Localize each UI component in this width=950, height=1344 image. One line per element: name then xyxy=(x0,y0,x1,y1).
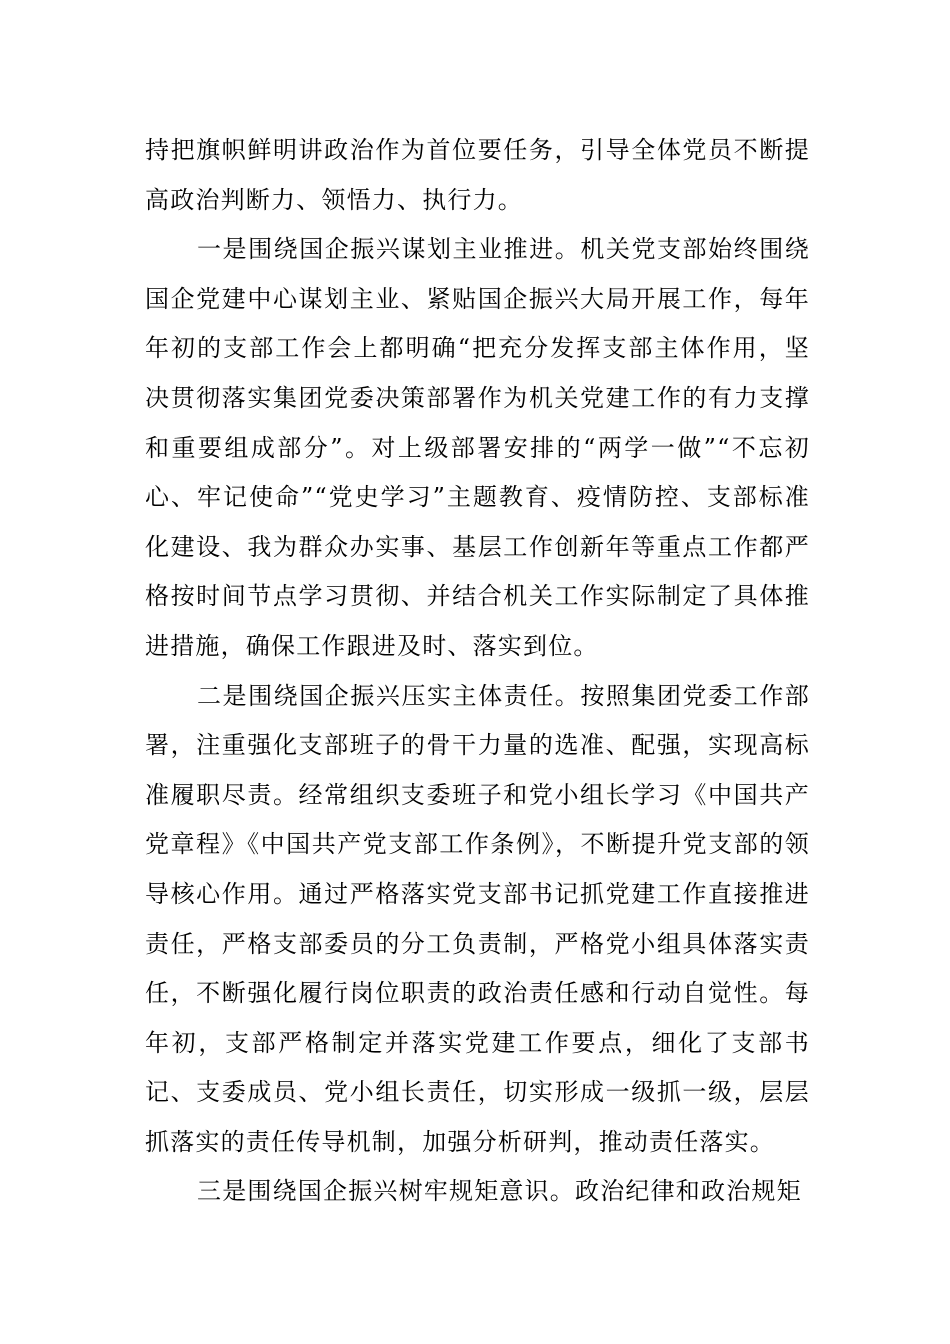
paragraph-section-one: 一是围绕国企振兴谋划主业推进。机关党支部始终围绕国企党建中心谋划主业、紧贴国企振兴大局开展工作，每年年初的支部工作会上都明确“把充分发挥支部主体作用，坚决贯彻落实集团党委决策部署作为机关党建工作的有力支撑和重要组成部分”。对上级部署安排的“两学一做”“不忘初心、牢记使命”“党史学习”主题教育、疫情防控、支部标准化建设、我为群众办实事、基层工作创新年等重点工作都严格按时间节点学习贯彻、并结合机关工作实际制定了具体推进措施，确保工作跟进及时、落实到位。 xyxy=(145,235,810,660)
paragraph-section-two: 二是围绕国企振兴压实主体责任。按照集团党委工作部署，注重强化支部班子的骨干力量的选准、配强，实现高标准履职尽责。经常组织支委班子和党小组长学习《中国共产党章程》《中国共产党支部工作条例》，不断提升党支部的领导核心作用。通过严格落实党支部书记抓党建工作直接推进责任，严格支部委员的分工负责制，严格党小组具体落实责任，不断强化履行岗位职责的政治责任感和行动自觉性。每年初，支部严格制定并落实党建工作要点，细化了支部书记、支委成员、党小组长责任，切实形成一级抓一级，层层抓落实的责任传导机制，加强分析研判，推动责任落实。 xyxy=(145,681,810,1156)
paragraph-continuation: 持把旗帜鲜明讲政治作为首位要任务，引导全体党员不断提高政治判断力、领悟力、执行力。 xyxy=(145,136,810,214)
paragraph-section-three: 三是围绕国企振兴树牢规矩意识。政治纪律和政治规矩 xyxy=(197,1177,802,1206)
document-page xyxy=(145,126,810,1217)
